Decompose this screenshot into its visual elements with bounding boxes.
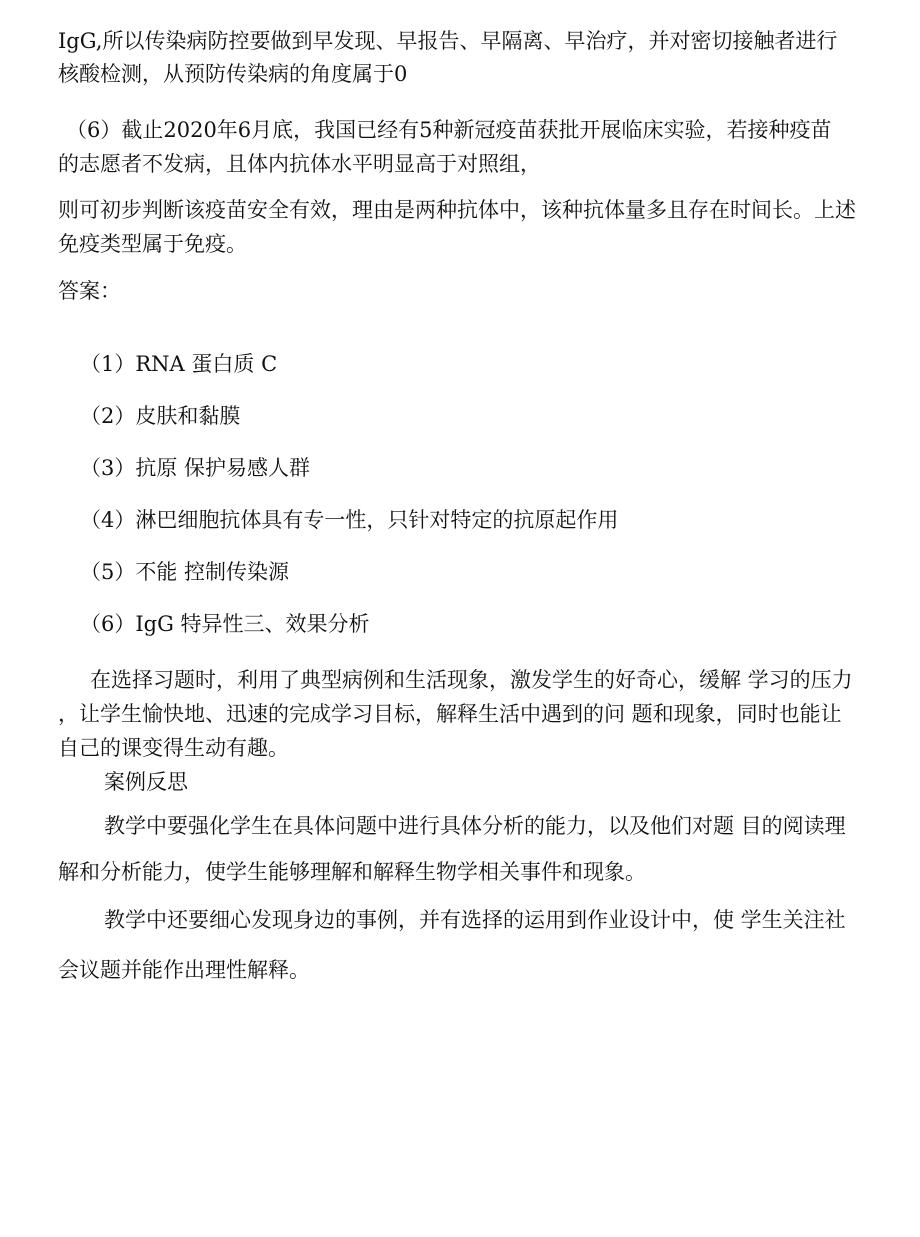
question6-line-1: （6）截止2020年6月底，我国已经有5种新冠疫苗获批开展临床实验，若接种疫苗 xyxy=(66,118,832,142)
question6-line-2: 的志愿者不发病，且体内抗体水平明显高于对照组， xyxy=(58,152,541,176)
answer-item: （3）抗原 保护易感人群 xyxy=(80,456,311,480)
answer-item: （5）不能 控制传染源 xyxy=(80,560,290,584)
question5-line-1: IgG,所以传染病防控要做到早发现、早报告、早隔离、早治疗，并对密切接触者进行 xyxy=(58,29,838,53)
reflection-heading: 案例反思 xyxy=(104,770,188,794)
effect-analysis-line-1: 在选择习题时，利用了典型病例和生活现象，激发学生的好奇心，缓解 学习的压力 xyxy=(90,668,853,692)
effect-analysis-line-3: 自己的课变得生动有趣。 xyxy=(58,736,289,760)
answer-item: （4）淋巴细胞抗体具有专一性，只针对特定的抗原起作用 xyxy=(80,508,619,532)
question5-line-2: 核酸检测，从预防传染病的角度属于0 xyxy=(58,62,408,86)
effect-analysis-line-2: ，让学生愉快地、迅速的完成学习目标，解释生活中遇到的问 题和现象，同时也能让 xyxy=(58,702,842,726)
answer-item: （6）IgG 特异性三、效果分析 xyxy=(80,612,370,636)
answer-item: （2）皮肤和黏膜 xyxy=(80,404,241,428)
question6-continued-line-1: 则可初步判断该疫苗安全有效，理由是两种抗体中，该种抗体量多且存在时间长。上述 xyxy=(58,198,856,222)
reflection-para1-line-1: 教学中要强化学生在具体问题中进行具体分析的能力，以及他们对题 目的阅读理 xyxy=(104,814,846,838)
question6-continued-line-2: 免疫类型属于免疫。 xyxy=(58,232,247,256)
reflection-para2-line-1: 教学中还要细心发现身边的事例，并有选择的运用到作业设计中，使 学生关注社 xyxy=(104,908,846,932)
reflection-para1-line-2: 解和分析能力，使学生能够理解和解释生物学相关事件和现象。 xyxy=(58,860,646,884)
reflection-para2-line-2: 会议题并能作出理性解释。 xyxy=(58,958,310,982)
answers-heading: 答案： xyxy=(58,279,121,303)
answer-item: （1）RNA 蛋白质 C xyxy=(80,352,278,376)
